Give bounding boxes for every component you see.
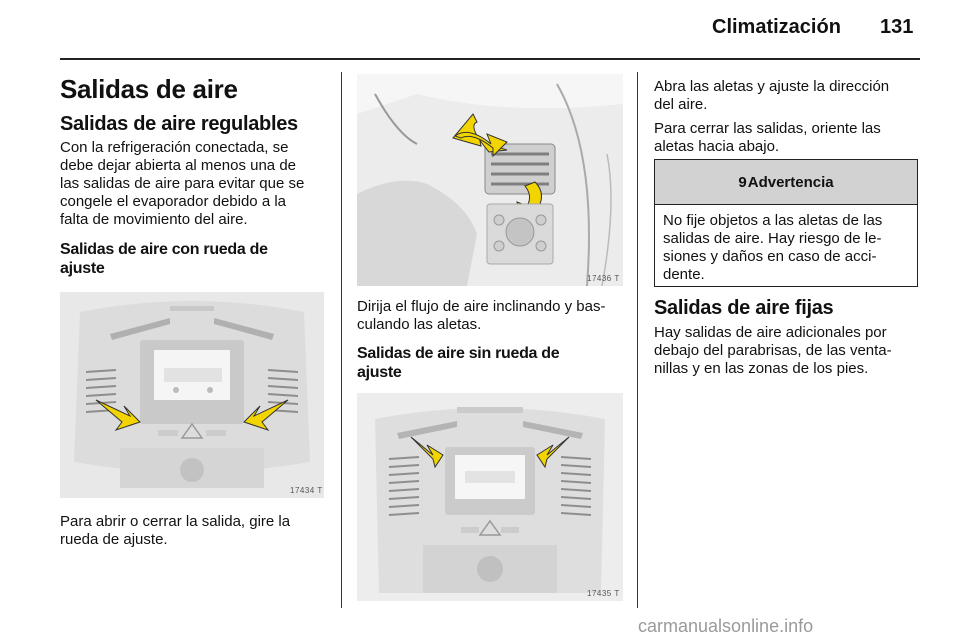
dashboard-illustration <box>60 292 324 498</box>
header-rule <box>60 58 920 60</box>
paragraph: Abra las aletas y ajuste la dirección del aire. <box>654 78 890 113</box>
vent-illustration <box>357 74 623 286</box>
subsection-heading: Salidas de aire sin rueda de ajuste <box>357 345 560 381</box>
figure-vents-with-wheel <box>60 292 324 498</box>
warning-text: No fije objetos a las aletas de las salidas de aire. Hay riesgo de le- siones y daños en caso de acci- dente. <box>663 212 883 283</box>
warning-icon: 9 <box>738 173 747 191</box>
paragraph: Hay salidas de aire adicionales por debajo del parabrisas, de las venta- nillas y en las zonas de los pies. <box>654 324 892 377</box>
figure-caption: Dirija el flujo de aire inclinando y bas- culando las aletas. <box>357 298 606 333</box>
dashboard-illustration <box>357 393 623 601</box>
section-heading: Salidas de aire fijas <box>654 297 834 319</box>
paragraph: Para cerrar las salidas, oriente las aletas hacia abajo. <box>654 120 881 155</box>
section-heading: Salidas de aire regulables <box>60 113 298 135</box>
warning-title: Advertencia <box>747 173 834 191</box>
subsection-heading: Salidas de aire con rueda de ajuste <box>60 241 268 277</box>
figure-caption: Para abrir o cerrar la salida, gire la rueda de ajuste. <box>60 513 291 548</box>
figure-id: 17434 T <box>290 486 323 495</box>
figure-id: 17436 T <box>587 274 620 283</box>
column-divider <box>341 72 342 608</box>
watermark: carmanualsonline.info <box>638 616 814 636</box>
page-heading: Salidas de aire <box>60 74 238 104</box>
page-number: 131 <box>880 16 914 38</box>
intro-paragraph: Con la refrigeración conectada, se debe dejar abierta al menos una de las salidas de aire para evitar que se congele el evaporador debido a la falta de movimiento del aire. <box>60 139 305 228</box>
section-title: Climatización <box>712 16 841 38</box>
figure-vents-without-wheel <box>357 393 623 601</box>
warning-box <box>654 159 918 287</box>
figure-tilting-louvres <box>357 74 623 286</box>
figure-id: 17435 T <box>587 589 620 598</box>
warning-header <box>655 160 917 205</box>
column-divider <box>637 72 638 608</box>
